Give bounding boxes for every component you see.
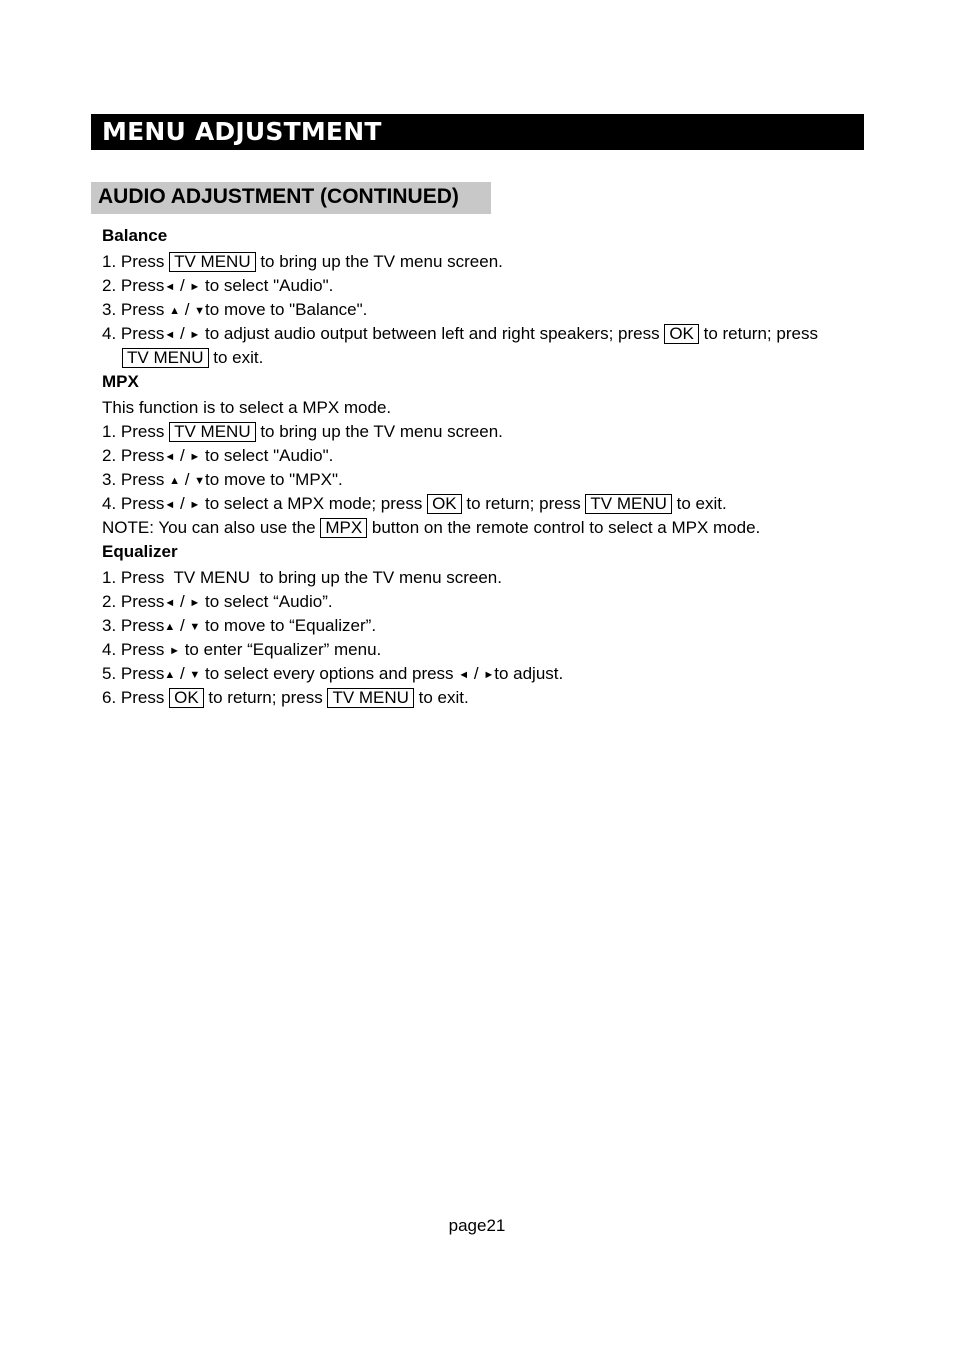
step-text: 4. Press bbox=[102, 324, 165, 343]
step-text: to return; press bbox=[698, 324, 818, 343]
left-arrow-icon: ◄ bbox=[164, 451, 176, 463]
right-arrow-icon: ► bbox=[189, 597, 201, 609]
step-text: to select “Audio”. bbox=[200, 592, 333, 611]
separator: / bbox=[175, 276, 190, 295]
instructions bbox=[102, 224, 872, 710]
step-text: to select a MPX mode; press bbox=[200, 494, 428, 513]
right-arrow-icon: ► bbox=[189, 499, 201, 511]
step-text: to return; press bbox=[461, 494, 586, 513]
balance-step-4 bbox=[102, 322, 872, 346]
page-title: MENU ADJUSTMENT bbox=[102, 117, 382, 146]
down-arrow-icon: ▼ bbox=[189, 669, 201, 681]
right-arrow-icon: ► bbox=[483, 669, 495, 681]
step-text: to enter “Equalizer” menu. bbox=[179, 640, 382, 659]
left-arrow-icon: ◄ bbox=[164, 281, 176, 293]
step-text: 3. Press bbox=[102, 616, 165, 635]
left-arrow-icon: ◄ bbox=[458, 669, 470, 681]
step-text: to move to "MPX". bbox=[205, 470, 343, 489]
up-arrow-icon: ▲ bbox=[169, 475, 180, 487]
up-arrow-icon: ▲ bbox=[164, 669, 176, 681]
step-text: 1. Press bbox=[102, 422, 170, 441]
step-text: 3. Press bbox=[102, 300, 170, 319]
right-arrow-icon: ► bbox=[169, 645, 180, 657]
step-text: 2. Press bbox=[102, 276, 165, 295]
balance-step-4-cont bbox=[102, 346, 872, 370]
separator: / bbox=[175, 664, 190, 683]
mpx-step-2 bbox=[102, 444, 872, 468]
step-text: 4. Press bbox=[102, 640, 170, 659]
step-text: to adjust. bbox=[494, 664, 564, 683]
step-text: 2. Press bbox=[102, 446, 165, 465]
separator: / bbox=[175, 616, 190, 635]
tv-menu-key: TV MENU bbox=[169, 252, 256, 272]
down-arrow-icon: ▼ bbox=[194, 305, 206, 317]
down-arrow-icon: ▼ bbox=[194, 475, 206, 487]
step-text: 3. Press bbox=[102, 470, 170, 489]
tv-menu-key: TV MENU bbox=[327, 688, 414, 708]
separator: / bbox=[179, 300, 195, 319]
mpx-key: MPX bbox=[320, 518, 367, 538]
separator: / bbox=[469, 664, 484, 683]
left-arrow-icon: ◄ bbox=[164, 329, 176, 341]
balance-step-3 bbox=[102, 298, 872, 322]
step-text: to move to “Equalizer”. bbox=[200, 616, 377, 635]
right-arrow-icon: ► bbox=[189, 451, 201, 463]
note-text: button on the remote control to select a MPX mode. bbox=[367, 518, 761, 537]
step-text: to bring up the TV menu screen. bbox=[255, 252, 503, 271]
left-arrow-icon: ◄ bbox=[164, 597, 176, 609]
step-text: 5. Press bbox=[102, 664, 165, 683]
step-text: 1. Press bbox=[102, 252, 170, 271]
step-text: to select every options and press bbox=[200, 664, 459, 683]
right-arrow-icon: ► bbox=[189, 281, 201, 293]
equalizer-step-3 bbox=[102, 614, 872, 638]
mpx-step-4 bbox=[102, 492, 872, 516]
step-text: 6. Press bbox=[102, 688, 170, 707]
balance-step-1 bbox=[102, 250, 872, 274]
step-text: to exit. bbox=[208, 348, 264, 367]
ok-key: OK bbox=[169, 688, 204, 708]
tv-menu-key: TV MENU bbox=[169, 422, 256, 442]
step-text: to select "Audio". bbox=[200, 446, 334, 465]
up-arrow-icon: ▲ bbox=[164, 621, 176, 633]
section-header bbox=[91, 182, 491, 214]
page-number: page21 bbox=[448, 1216, 506, 1235]
equalizer-heading: Equalizer bbox=[102, 542, 178, 561]
balance-heading: Balance bbox=[102, 226, 168, 245]
equalizer-step-2 bbox=[102, 590, 872, 614]
balance-step-2 bbox=[102, 274, 872, 298]
step-text: to bring up the TV menu screen. bbox=[255, 422, 503, 441]
separator: / bbox=[179, 470, 195, 489]
step-text: 2. Press bbox=[102, 592, 165, 611]
separator: / bbox=[175, 324, 190, 343]
section-title: AUDIO ADJUSTMENT (CONTINUED) bbox=[98, 185, 459, 208]
mpx-step-1 bbox=[102, 420, 872, 444]
step-text: to exit. bbox=[671, 494, 727, 513]
note-text: NOTE: You can also use the bbox=[102, 518, 321, 537]
up-arrow-icon: ▲ bbox=[169, 305, 180, 317]
step-text: to move to "Balance". bbox=[205, 300, 368, 319]
ok-key: OK bbox=[427, 494, 462, 514]
separator: / bbox=[175, 592, 190, 611]
mpx-note bbox=[102, 516, 872, 540]
equalizer-step-4 bbox=[102, 638, 872, 662]
separator: / bbox=[175, 494, 190, 513]
separator: / bbox=[175, 446, 190, 465]
left-arrow-icon: ◄ bbox=[164, 499, 176, 511]
mpx-intro: This function is to select a MPX mode. bbox=[102, 398, 392, 417]
equalizer-step-1: 1. Press TV MENU to bring up the TV menu screen. bbox=[102, 568, 502, 587]
equalizer-step-6 bbox=[102, 686, 872, 710]
step-text: to adjust audio output between left and right speakers; press bbox=[200, 324, 665, 343]
mpx-step-3 bbox=[102, 468, 872, 492]
equalizer-step-5 bbox=[102, 662, 872, 686]
step-text: to exit. bbox=[413, 688, 469, 707]
step-text: to select "Audio". bbox=[200, 276, 334, 295]
title-bar bbox=[91, 114, 864, 150]
tv-menu-key: TV MENU bbox=[122, 348, 209, 368]
mpx-heading: MPX bbox=[102, 372, 139, 391]
tv-menu-key: TV MENU bbox=[585, 494, 672, 514]
step-text: 4. Press bbox=[102, 494, 165, 513]
step-text: to return; press bbox=[203, 688, 328, 707]
ok-key: OK bbox=[664, 324, 699, 344]
down-arrow-icon: ▼ bbox=[189, 621, 201, 633]
right-arrow-icon: ► bbox=[189, 329, 201, 341]
